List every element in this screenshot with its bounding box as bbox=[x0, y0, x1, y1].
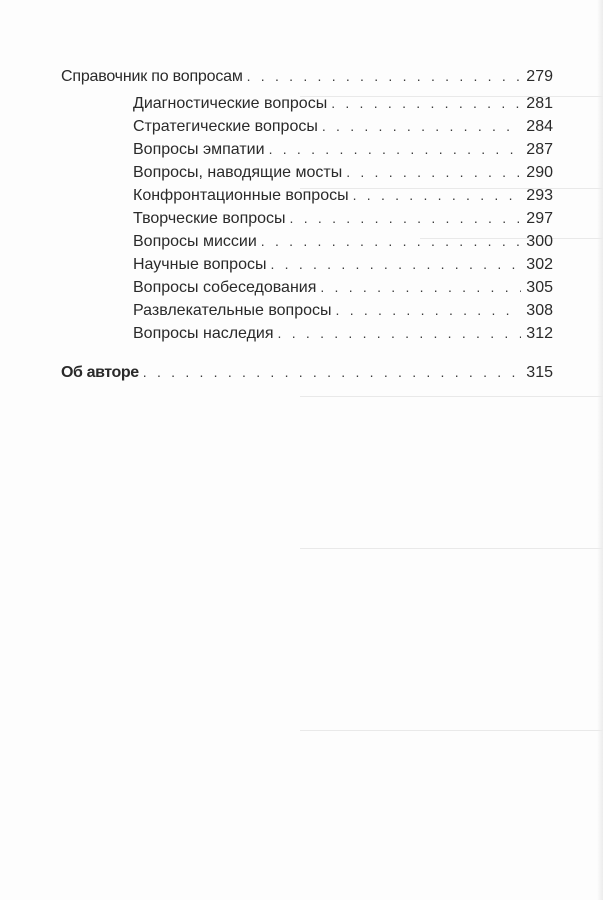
toc-entry-title: Развлекательные вопросы bbox=[133, 302, 332, 319]
toc-page-number: 281 bbox=[526, 95, 553, 112]
toc-subentry[interactable] bbox=[133, 277, 553, 298]
dot-leader bbox=[261, 231, 521, 251]
toc-page-number: 305 bbox=[526, 279, 553, 296]
toc-page-number: 300 bbox=[526, 233, 553, 250]
toc-page-number: 279 bbox=[526, 68, 553, 85]
toc-entry-title: Творческие вопросы bbox=[133, 210, 286, 227]
toc-entry-title: Справочник по вопросам bbox=[61, 68, 243, 85]
toc-subentry[interactable] bbox=[133, 323, 553, 344]
toc-entry-title: Об авторе bbox=[61, 364, 139, 381]
toc-subentry[interactable] bbox=[133, 162, 553, 183]
toc-subentry[interactable] bbox=[133, 231, 553, 252]
dot-leader bbox=[346, 162, 521, 182]
dot-leader bbox=[143, 362, 521, 382]
dot-leader bbox=[270, 254, 521, 274]
dot-leader bbox=[269, 139, 521, 159]
toc-entry-title: Вопросы, наводящие мосты bbox=[133, 164, 343, 181]
dot-leader bbox=[320, 277, 521, 297]
toc-page-number: 287 bbox=[526, 141, 553, 158]
dot-leader bbox=[322, 116, 521, 136]
toc-page-number: 315 bbox=[526, 364, 553, 381]
toc-entry-title: Вопросы миссии bbox=[133, 233, 257, 250]
toc-entry-about-author[interactable] bbox=[61, 362, 553, 383]
toc-entry-title: Стратегические вопросы bbox=[133, 118, 318, 135]
show-through-line bbox=[300, 730, 603, 731]
toc-entry-question-reference[interactable] bbox=[61, 66, 553, 87]
dot-leader bbox=[353, 185, 521, 205]
show-through-line bbox=[300, 396, 603, 397]
toc-subentry[interactable] bbox=[133, 300, 553, 321]
toc-entry-title: Вопросы наследия bbox=[133, 325, 274, 342]
dot-leader bbox=[336, 300, 521, 320]
toc-entry-title: Вопросы эмпатии bbox=[133, 141, 265, 158]
dot-leader bbox=[278, 323, 521, 343]
toc-subentry[interactable] bbox=[133, 116, 553, 137]
toc-subentry[interactable] bbox=[133, 208, 553, 229]
toc-page-number: 293 bbox=[526, 187, 553, 204]
toc-entry-title: Научные вопросы bbox=[133, 256, 267, 273]
toc-entry-title: Диагностические вопросы bbox=[133, 95, 328, 112]
toc-subentry[interactable] bbox=[133, 254, 553, 275]
toc-subentry[interactable] bbox=[133, 185, 553, 206]
toc-page-number: 308 bbox=[526, 302, 553, 319]
toc-entry-title: Вопросы собеседования bbox=[133, 279, 317, 296]
show-through-line bbox=[300, 548, 603, 549]
toc-page-number: 290 bbox=[526, 164, 553, 181]
toc-page-number: 297 bbox=[526, 210, 553, 227]
toc-entry-title: Конфронтационные вопросы bbox=[133, 187, 349, 204]
toc-page-number: 284 bbox=[526, 118, 553, 135]
page-edge-shadow bbox=[597, 0, 603, 900]
toc-page-number: 312 bbox=[526, 325, 553, 342]
dot-leader bbox=[290, 208, 521, 228]
toc-subentry[interactable] bbox=[133, 93, 553, 114]
dot-leader bbox=[247, 66, 521, 86]
toc-subentry[interactable] bbox=[133, 139, 553, 160]
dot-leader bbox=[331, 93, 521, 113]
toc-page-number: 302 bbox=[526, 256, 553, 273]
